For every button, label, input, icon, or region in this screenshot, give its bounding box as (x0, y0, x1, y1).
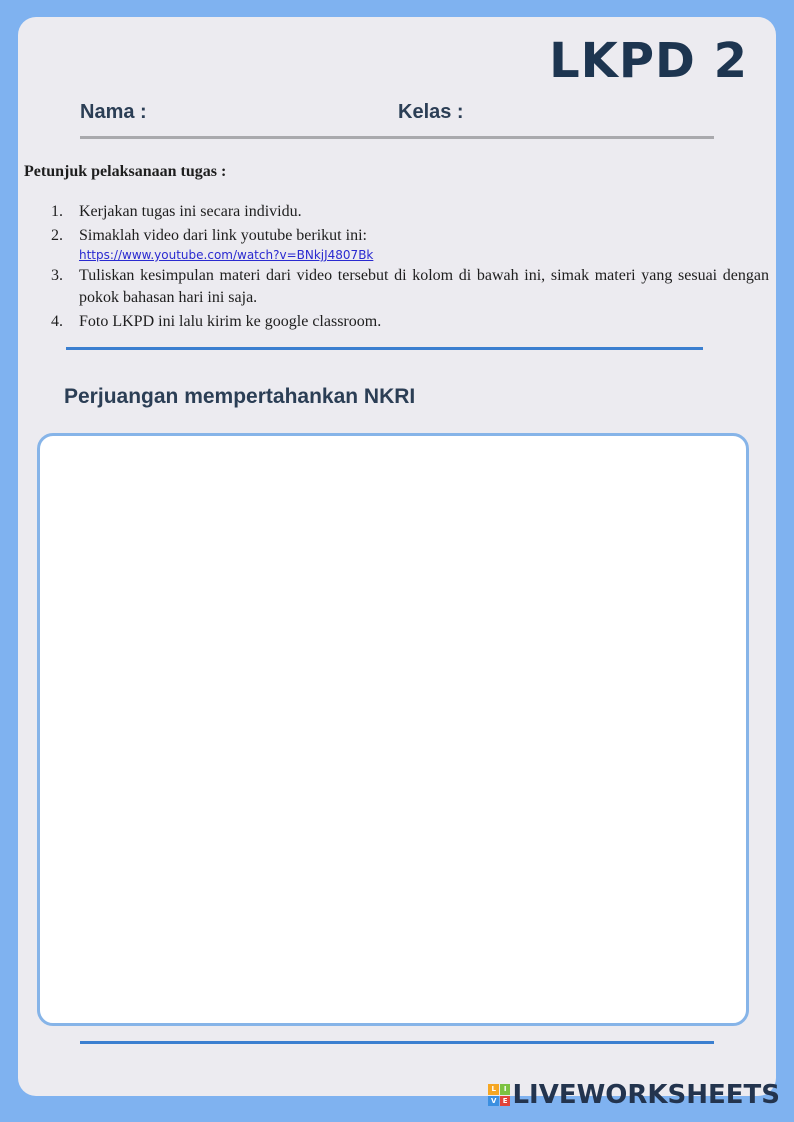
logo-letter: I (500, 1084, 511, 1095)
instructions-list (24, 201, 769, 333)
logo-letter: V (488, 1096, 499, 1107)
nama-label: Nama : (80, 101, 147, 123)
list-item (24, 201, 769, 223)
header-divider (80, 136, 714, 139)
liveworksheets-brand (488, 1080, 780, 1110)
list-item (24, 265, 769, 309)
instructions-heading: Petunjuk pelaksanaan tugas : (24, 163, 227, 180)
kelas-label: Kelas : (398, 101, 464, 123)
item-text: Kerjakan tugas ini secara individu. (79, 203, 302, 220)
bottom-divider (80, 1041, 714, 1044)
answer-text-area[interactable] (37, 433, 749, 1026)
logo-letter: E (500, 1096, 511, 1107)
worksheet-page (18, 17, 776, 1096)
brand-name: LIVEWORKSHEETS (512, 1080, 780, 1110)
item-text: Tuliskan kesimpulan materi dari video tersebut di kolom di bawah ini, simak materi yang sesuai dengan pokok bahasan hari ini saja. (79, 267, 769, 306)
topic-heading: Perjuangan mempertahankan NKRI (64, 385, 416, 408)
list-item (24, 311, 769, 333)
logo-letter: L (488, 1084, 499, 1095)
item-number: 1. (51, 203, 63, 220)
item-text: Foto LKPD ini lalu kirim ke google classroom. (79, 313, 382, 330)
item-number: 4. (51, 313, 63, 330)
instructions-divider (66, 347, 703, 350)
youtube-link[interactable]: https://www.youtube.com/watch?v=BNkjJ4807Bk (79, 248, 374, 262)
page-title: LKPD 2 (549, 33, 748, 89)
item-number: 2. (51, 227, 63, 244)
instructions-block (24, 163, 769, 335)
list-item (24, 225, 769, 263)
liveworksheets-logo-icon (488, 1084, 510, 1106)
item-text: Simaklah video dari link youtube berikut ini: (79, 227, 367, 244)
item-number: 3. (51, 267, 63, 284)
